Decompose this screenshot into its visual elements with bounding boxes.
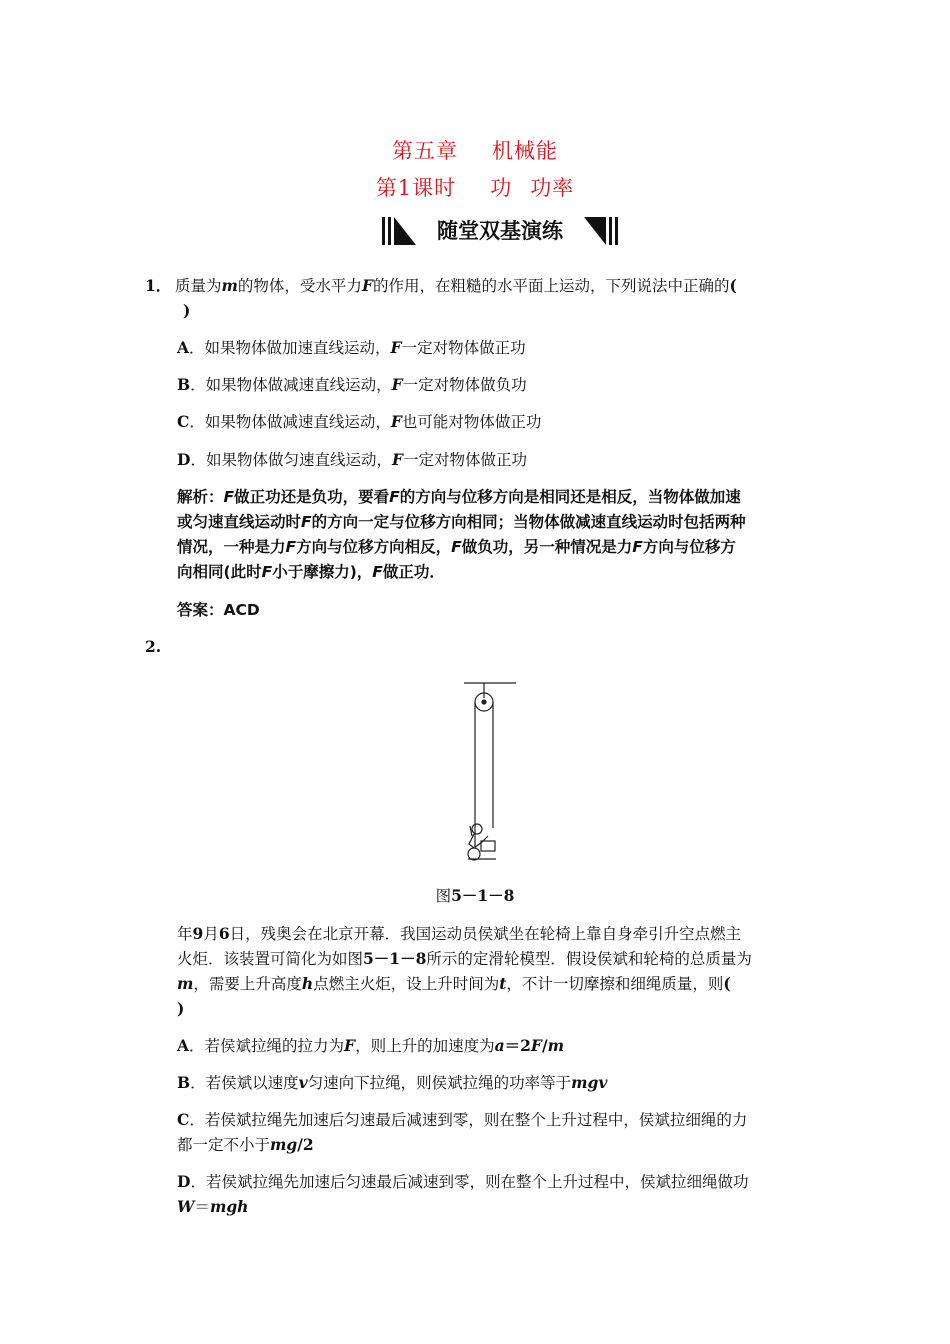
- q1-paren-close: [183, 298, 190, 324]
- option-text: ．如果物体做匀速直线运动，: [190, 451, 392, 469]
- analysis-var: F: [632, 538, 643, 556]
- analysis-label: 解析：: [177, 488, 224, 506]
- banner-label: 随堂双基演练: [437, 219, 563, 243]
- lesson-number: 第1课时: [375, 176, 457, 200]
- analysis-text: 做正功还是负功，要看: [234, 488, 390, 506]
- option-text: ．若侯斌拉绳先加速后匀速最后减速到零，则在整个上升过程中，侯斌拉细绳做功: [190, 1173, 749, 1191]
- analysis-text: 情况，一种是力: [177, 538, 286, 556]
- pulley-figure: [450, 676, 530, 866]
- q1-stem-part: 质量为: [175, 277, 222, 295]
- lesson-name-b: 功率: [530, 176, 575, 200]
- option-letter: B: [177, 375, 191, 394]
- q1-option-a: [177, 335, 526, 361]
- stem-text: 点燃主火炬，设上升时间为: [313, 975, 500, 993]
- option-var: mgv: [571, 1073, 608, 1092]
- option-var: F: [390, 338, 402, 357]
- chapter-number: 第五章: [392, 139, 458, 163]
- option-var: W: [177, 1197, 195, 1216]
- analysis-text: 小于摩擦力)，: [272, 563, 373, 581]
- option-text: ．若侯斌拉绳先加速后匀速最后减速到零，则在整个上升过程中，侯斌拉细绳的力: [189, 1111, 748, 1129]
- option-text: ．若侯斌拉绳的拉力为: [189, 1037, 345, 1055]
- option-var: a: [494, 1036, 505, 1055]
- stem-num: 5－1－8: [363, 949, 427, 968]
- stem-text: 火炬．该装置可简化为如图: [177, 950, 364, 968]
- option-var: mgh: [209, 1197, 249, 1216]
- option-letter: C: [177, 1110, 190, 1129]
- option-var: F: [391, 450, 403, 469]
- analysis-text: 做负功，另一种情况是力: [461, 538, 633, 556]
- analysis-var: F: [389, 488, 400, 506]
- option-text: ．如果物体做加速直线运动，: [189, 339, 391, 357]
- option-text: /: [541, 1036, 548, 1055]
- stem-paren: ): [177, 999, 185, 1018]
- option-text: ＝: [194, 1198, 210, 1216]
- analysis-var: F: [261, 563, 273, 581]
- stem-paren: (: [723, 974, 731, 993]
- q1-option-d: [177, 447, 527, 473]
- figure-caption: [0, 884, 950, 906]
- q2-stem-line-3: [177, 971, 731, 997]
- option-letter: C: [177, 412, 190, 431]
- stem-text: 年: [177, 925, 193, 943]
- q1-var-F: F: [361, 276, 373, 295]
- q2-number-text: 2.: [145, 637, 162, 656]
- answer-label: 答案：: [177, 601, 224, 619]
- q2-option-d-line-1: [177, 1169, 748, 1195]
- q1-option-b: [177, 372, 527, 398]
- q2-stem-line-2: [177, 946, 752, 972]
- option-var: F: [390, 412, 402, 431]
- option-letter: D: [177, 450, 191, 469]
- stem-var: m: [177, 974, 194, 993]
- chapter-title: [0, 135, 950, 165]
- option-text: 一定对物体做正功: [401, 339, 526, 357]
- wheelchair-seat: [481, 841, 495, 851]
- option-text: 都一定不小于: [177, 1136, 271, 1154]
- q1-paren-close-text: ): [183, 301, 191, 320]
- option-var: mg: [270, 1135, 298, 1154]
- analysis-text: 的方向与位移方向是相同还是相反，当物体做加速: [399, 488, 741, 506]
- stem-text: 日，残奥会在北京开幕．我国运动员侯斌坐在轮椅上靠自身牵引升空点燃主: [229, 925, 742, 943]
- analysis-text: 向相同(此时: [177, 563, 262, 581]
- q1-stem-part: 的作用，在粗糙的水平面上运动，下列说法中正确的: [372, 277, 730, 295]
- stem-text: 月: [203, 925, 219, 943]
- analysis-var: F: [372, 563, 383, 581]
- option-text: ．如果物体做减速直线运动，: [190, 376, 392, 394]
- q2-option-d-line-2: [177, 1194, 248, 1220]
- q1-number-text: 1．: [145, 276, 172, 295]
- option-letter: B: [177, 1073, 191, 1092]
- q1-stem-part: 的物体，受水平力: [237, 277, 362, 295]
- stem-num: 9: [192, 924, 204, 943]
- analysis-var: F: [451, 538, 462, 556]
- stem-text: ，需要上升高度: [193, 975, 302, 993]
- lesson-name-a: 功: [490, 176, 513, 200]
- option-letter: A: [177, 1036, 190, 1055]
- option-text: ．若侯斌以速度: [190, 1074, 299, 1092]
- q1-answer: [177, 597, 260, 623]
- option-var: v: [298, 1073, 308, 1092]
- option-var: F: [391, 375, 403, 394]
- q2-stem-line-4: [177, 996, 184, 1022]
- option-var: F: [530, 1036, 542, 1055]
- q2-number: [145, 634, 161, 660]
- stem-text: ，不计一切摩擦和细绳质量，则: [506, 975, 724, 993]
- q1-analysis-line-1: [177, 484, 741, 510]
- stem-var: h: [301, 974, 314, 993]
- caption-number: 5－1－8: [451, 886, 515, 905]
- option-text: 匀速向下拉绳，则侯斌拉绳的功率等于: [307, 1074, 572, 1092]
- option-text: ＝2: [504, 1036, 531, 1055]
- analysis-text: 的方向一定与位移方向相同；当物体做减速直线运动时包括两种: [311, 513, 746, 531]
- option-text: ．如果物体做减速直线运动，: [189, 413, 391, 431]
- stem-var: t: [499, 974, 507, 993]
- analysis-var: F: [301, 513, 312, 531]
- option-text: ，则上升的加速度为: [355, 1037, 495, 1055]
- analysis-var: F: [285, 538, 297, 556]
- q2-option-c-line-1: [177, 1107, 747, 1133]
- analysis-text: 方向与位移方: [642, 538, 736, 556]
- analysis-text: 方向与位移方向相反，: [296, 538, 452, 556]
- option-text: 也可能对物体做正功: [401, 413, 542, 431]
- option-text: 一定对物体做正功: [402, 451, 527, 469]
- pulley-axle: [482, 700, 486, 704]
- option-text: 一定对物体做负功: [402, 376, 527, 394]
- option-text: /2: [297, 1135, 314, 1154]
- person-head: [472, 824, 482, 834]
- wheelchair-wheel: [468, 848, 480, 860]
- q1-option-c: [177, 409, 541, 435]
- q1-stem: [175, 273, 815, 299]
- stem-num: 6: [218, 924, 230, 943]
- q1-analysis-line-2: [177, 509, 746, 535]
- option-var: m: [547, 1036, 565, 1055]
- analysis-text: 做正功．: [382, 563, 445, 581]
- option-letter: A: [177, 338, 190, 357]
- analysis-var: F: [223, 488, 235, 506]
- q1-var-m: m: [221, 276, 238, 295]
- option-letter: D: [177, 1172, 191, 1191]
- caption-text: 图: [435, 887, 452, 905]
- chapter-name: 机械能: [492, 139, 558, 163]
- answer-value: ACD: [223, 601, 260, 619]
- q1-analysis-line-4: [177, 559, 445, 585]
- analysis-text: 或匀速直线运动时: [177, 513, 302, 531]
- q2-stem-line-1: [177, 921, 741, 947]
- q2-option-a: [177, 1033, 564, 1059]
- q1-paren-open: (: [729, 276, 737, 295]
- q1-number: [145, 273, 171, 299]
- q2-option-b: [177, 1070, 607, 1096]
- section-banner: [380, 215, 620, 247]
- q1-analysis-line-3: [177, 534, 736, 560]
- stem-text: 所示的定滑轮模型．假设侯斌和轮椅的总质量为: [426, 950, 752, 968]
- lesson-title: [0, 172, 950, 202]
- q2-option-c-line-2: [177, 1132, 314, 1158]
- option-var: F: [344, 1036, 356, 1055]
